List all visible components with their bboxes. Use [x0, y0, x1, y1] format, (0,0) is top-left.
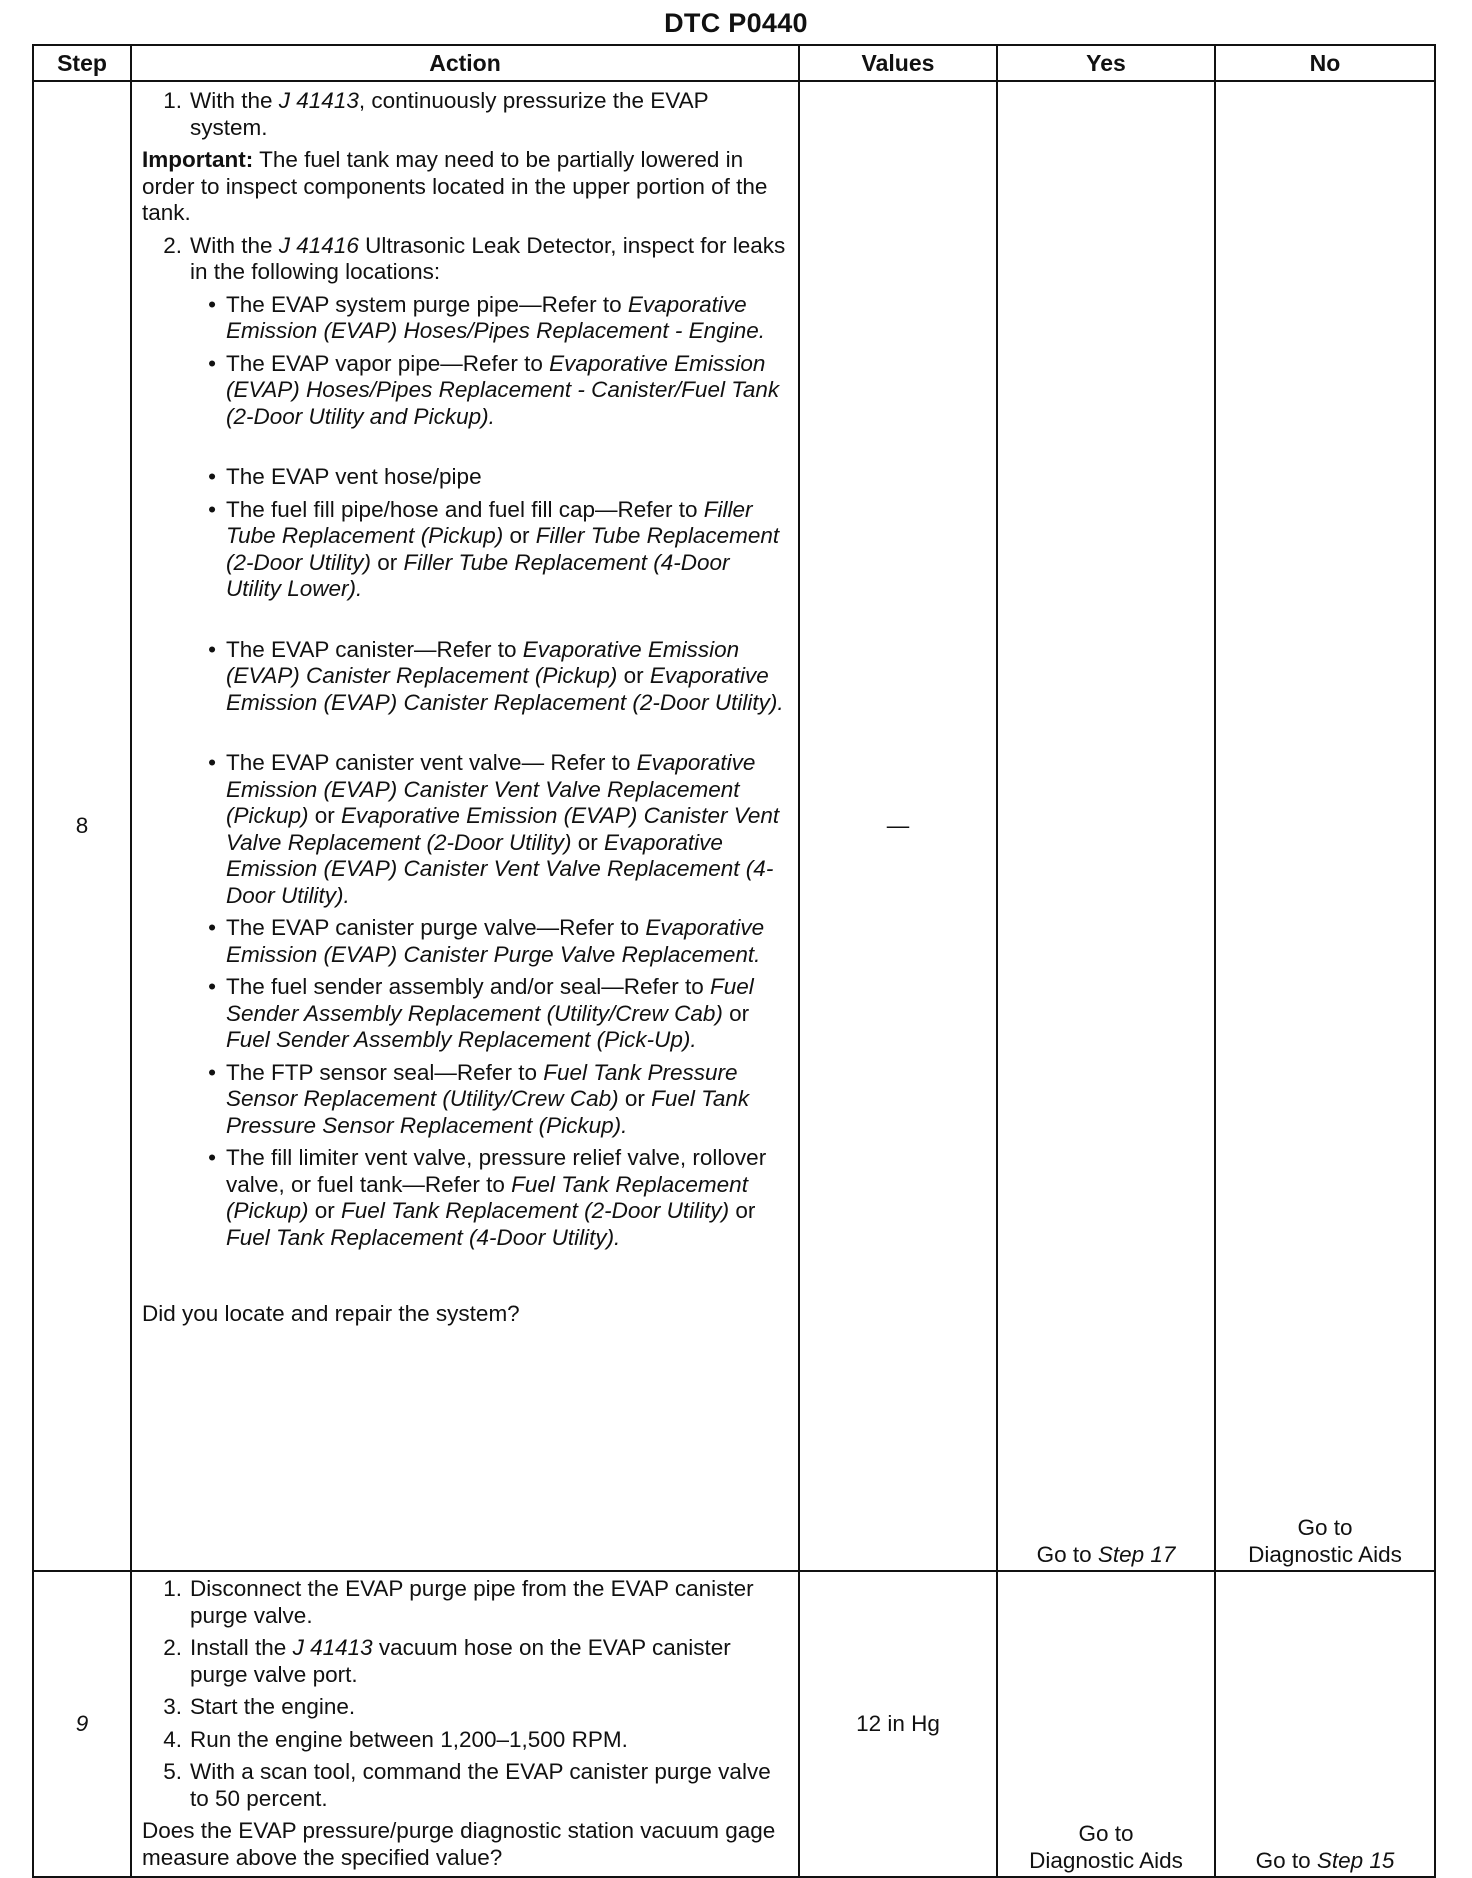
action-cell: [131, 1571, 799, 1877]
inspection-location: • The EVAP canister—Refer to Evaporative Emission (EVAP) Canister Replacement (Pickup) or Evaporative Emission (EVAP) Canister Replacement (2-Door Utility).: [142, 637, 788, 717]
instruction-item: 3. Start the engine.: [163, 1694, 356, 1719]
instruction-item: 4. Run the engine between 1,200–1,500 RPM.: [163, 1726, 628, 1752]
header-step: Step: [33, 45, 131, 81]
inspection-location: • The fuel sender assembly and/or seal—Refer to Fuel Sender Assembly Replacement (Utility/Crew Cab) or Fuel Sender Assembly Replacement (Pick-Up).: [142, 974, 788, 1054]
bullet-icon: •: [208, 750, 216, 775]
no-cell: Go to Diagnostic Aids: [1215, 81, 1435, 1571]
procedure-reference: Fuel Tank Pressure Sensor Replacement (Pickup).: [226, 1086, 750, 1138]
instruction-item: 5. With a scan tool, command the EVAP canister purge valve to 50 percent.: [163, 1759, 771, 1811]
procedure-reference: Fuel Sender Assembly Replacement (Utility/Crew Cab): [226, 974, 754, 1026]
bullet-icon: •: [208, 350, 216, 376]
action-cell: [131, 81, 799, 1571]
procedure-reference: Evaporative Emission (EVAP) Canister Replacement (Pickup): [226, 636, 740, 688]
bullet-icon: •: [208, 291, 216, 317]
value-cell: —: [799, 81, 997, 1571]
step-number: 9: [33, 1571, 131, 1877]
instruction-item: 2. With the J 41416 Ultrasonic Leak Detector, inspect for leaks in the following locations:: [163, 232, 786, 284]
inspection-location: • The EVAP system purge pipe—Refer to Evaporative Emission (EVAP) Hoses/Pipes Replacement - Engine.: [142, 292, 788, 345]
inspection-location: • The EVAP vapor pipe—Refer to Evaporative Emission (EVAP) Hoses/Pipes Replacement - Canister/Fuel Tank (2-Door Utility and Pickup).: [142, 351, 788, 431]
tool-reference: J 41416: [278, 232, 359, 258]
bullet-icon: •: [208, 464, 216, 489]
diagnostic-aids-link[interactable]: Diagnostic Aids: [1248, 1541, 1402, 1567]
procedure-reference: Fuel Tank Replacement (4-Door Utility).: [226, 1224, 621, 1250]
header-values: Values: [799, 45, 997, 81]
tool-reference: J 41413: [278, 88, 359, 113]
bullet-icon: •: [208, 636, 216, 662]
header-action: Action: [131, 45, 799, 81]
inspection-location: • The fuel fill pipe/hose and fuel fill cap—Refer to Filler Tube Replacement (Pickup) or Filler Tube Replacement (2-Door Utility) or Filler Tube Replacement (4-Door Utility Lower).: [142, 497, 788, 603]
table-row-step-9: [33, 1571, 1435, 1877]
procedure-reference: Evaporative Emission (EVAP) Hoses/Pipes Replacement - Canister/Fuel Tank (2-Door Utility and Pickup).: [226, 350, 780, 429]
yes-cell: Go to Diagnostic Aids: [997, 1571, 1215, 1877]
tool-reference: J 41413: [292, 1635, 373, 1660]
procedure-reference: Filler Tube Replacement (Pickup): [226, 496, 753, 548]
question-text: Did you locate and repair the system?: [142, 1301, 520, 1326]
step-link[interactable]: Step 15: [1316, 1847, 1395, 1873]
step-link[interactable]: Step 17: [1097, 1541, 1176, 1567]
procedure-reference: Fuel Tank Pressure Sensor Replacement (Utility/Crew Cab): [226, 1059, 738, 1111]
bullet-icon: •: [208, 915, 216, 940]
inspection-location: • The FTP sensor seal—Refer to Fuel Tank Pressure Sensor Replacement (Utility/Crew Cab) or Fuel Tank Pressure Sensor Replacement (Pickup).: [142, 1060, 788, 1140]
diagnostic-table: [32, 44, 1436, 1878]
instruction-item: 1. With the J 41413, continuously pressurize the EVAP system.: [163, 88, 709, 140]
header-no: No: [1215, 45, 1435, 81]
procedure-reference: Fuel Sender Assembly Replacement (Pick-Up).: [226, 1027, 697, 1052]
instruction-item: 1. Disconnect the EVAP purge pipe from the EVAP canister purge valve.: [163, 1576, 754, 1628]
bullet-icon: •: [208, 1059, 216, 1085]
procedure-reference: Filler Tube Replacement (2-Door Utility): [226, 523, 780, 575]
header-yes: Yes: [997, 45, 1215, 81]
inspection-location: • The EVAP canister vent valve— Refer to Evaporative Emission (EVAP) Canister Vent Valve Replacement (Pickup) or Evaporative Emission (EVAP) Canister Vent Valve Replacement (2-Door Utility) or Evaporative Emission (EVAP) Canister Vent Valve Replacement (4-Door Utility).: [142, 750, 788, 909]
procedure-reference: Evaporative Emission (EVAP) Canister Vent Valve Replacement (4-Door Utility).: [226, 829, 774, 908]
yes-cell: Go to Step 17: [997, 81, 1215, 1571]
instruction-item: 2. Install the J 41413 vacuum hose on the EVAP canister purge valve port.: [163, 1635, 731, 1687]
no-cell: Go to Step 15: [1215, 1571, 1435, 1877]
question-text: Does the EVAP pressure/purge diagnostic station vacuum gage measure above the specified value?: [142, 1818, 776, 1870]
procedure-reference: Evaporative Emission (EVAP) Canister Purge Valve Replacement.: [226, 915, 765, 967]
procedure-reference: Evaporative Emission (EVAP) Hoses/Pipes Replacement - Engine.: [226, 291, 765, 343]
bullet-icon: •: [208, 1145, 216, 1170]
step-number: 8: [33, 81, 131, 1571]
procedure-reference: Evaporative Emission (EVAP) Canister Replacement (2-Door Utility).: [226, 663, 784, 715]
inspection-location: • The EVAP vent hose/pipe: [142, 464, 788, 491]
procedure-reference: Fuel Tank Replacement (Pickup): [226, 1171, 748, 1223]
inspection-location: • The fill limiter vent valve, pressure relief valve, rollover valve, or fuel tank—Refer to Fuel Tank Replacement (Pickup) or Fuel Tank Replacement (2-Door Utility) or Fuel Tank Replacement (4-Door Utility).: [142, 1145, 788, 1251]
inspection-location: • The EVAP canister purge valve—Refer to Evaporative Emission (EVAP) Canister Purge Valve Replacement.: [142, 915, 788, 968]
important-note: Important: The fuel tank may need to be partially lowered in order to inspect components located in the upper portion of the tank.: [142, 147, 768, 225]
table-header-row: [33, 45, 1435, 81]
value-cell: 12 in Hg: [799, 1571, 997, 1877]
procedure-reference: Fuel Tank Replacement (2-Door Utility): [341, 1198, 730, 1223]
procedure-reference: Evaporative Emission (EVAP) Canister Vent Valve Replacement (Pickup): [226, 750, 756, 828]
page-title: DTC P0440: [664, 8, 808, 38]
bullet-icon: •: [208, 974, 216, 999]
procedure-reference: Evaporative Emission (EVAP) Canister Vent Valve Replacement (2-Door Utility): [226, 803, 780, 855]
diagnostic-aids-link[interactable]: Diagnostic Aids: [1029, 1847, 1183, 1873]
procedure-reference: Filler Tube Replacement (4-Door Utility Lower).: [226, 549, 730, 601]
table-row-step-8: [33, 81, 1435, 1571]
bullet-icon: •: [208, 496, 216, 522]
